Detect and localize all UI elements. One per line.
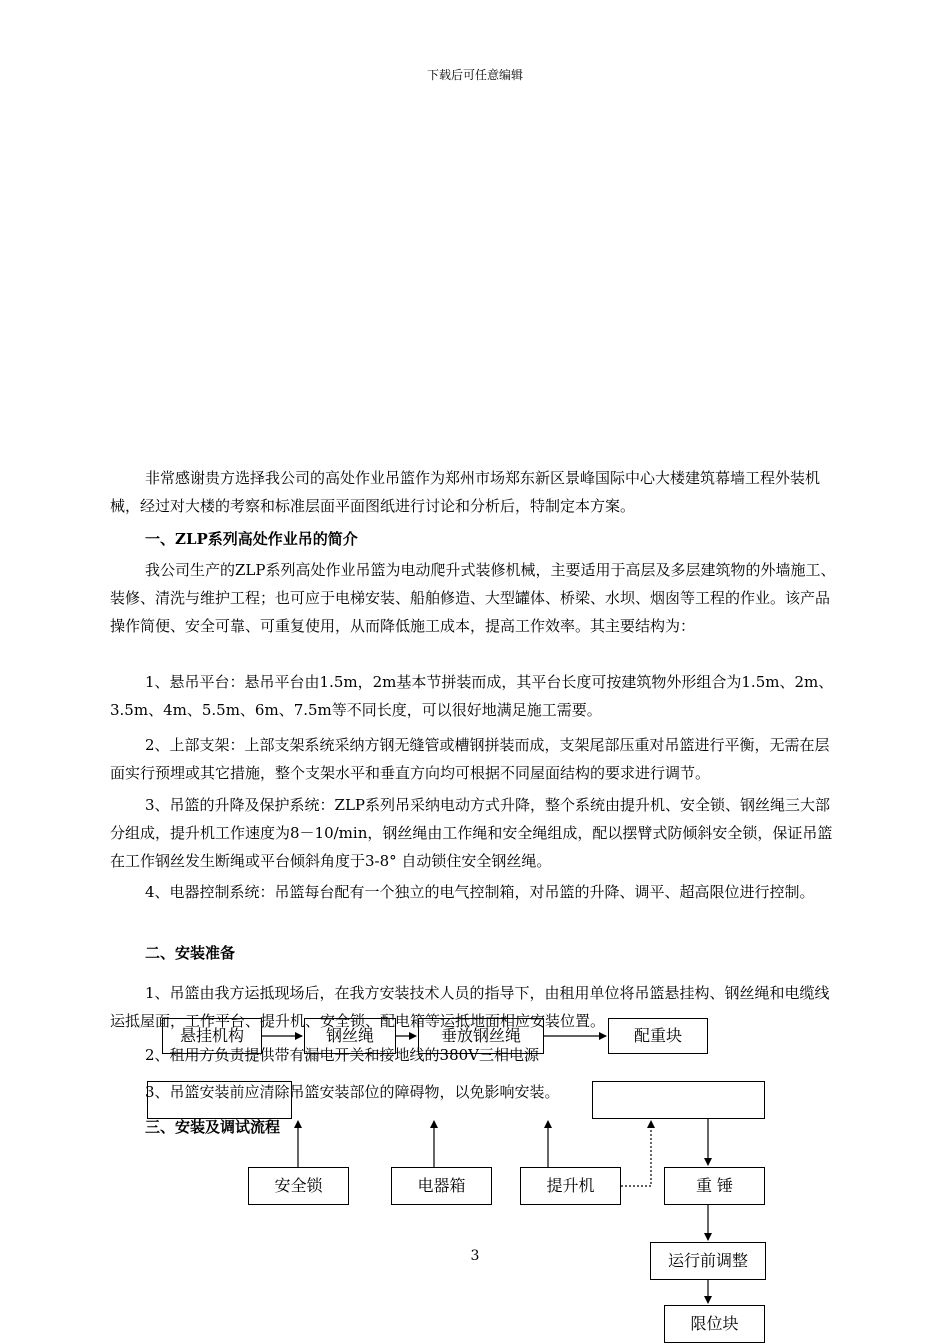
section-1-item-1: 1、悬吊平台：悬吊平台由1.5m，2m基本节拼装而成，其平台长度可按建筑物外形组合为1.5m、2m、3.5m、4m、5.5m、6m、7.5m等不同长度，可以很好地满足施工需要。 bbox=[110, 673, 834, 719]
section-3-heading: 三、安装及调试流程 bbox=[145, 1118, 281, 1136]
page-header: 下载后可任意编辑 bbox=[426, 68, 523, 82]
flow-box-counterweight: 配重块 bbox=[608, 1018, 708, 1054]
flow-box-suspension-mechanism: 悬挂机构 bbox=[162, 1018, 262, 1054]
intro-paragraph: 非常感谢贵方选择我公司的高处作业吊篮作为郑州市场郑东新区景峰国际中心大楼建筑幕墙工程外装机械，经过对大楼的考察和标准层面平面图纸进行讨论和分析后，特制定本方案。 bbox=[110, 469, 821, 515]
flow-box-wire-rope: 钢丝绳 bbox=[304, 1018, 396, 1054]
flow-box-heavy-hammer: 重 锤 bbox=[664, 1167, 765, 1205]
section-1-paragraph: 我公司生产的ZLP系列高处作业吊篮为电动爬升式装修机械，主要适用于高层及多层建筑物的外墙施工、装修、清洗与维护工程；也可应于电梯安装、船舶修造、大型罐体、桥梁、水坝、烟囱等工程的作业。该产品操作简便、安全可靠、可重复使用，从而降低施工成本，提高工作效率。其主要结构为： bbox=[110, 561, 836, 635]
section-1-item-3: 3、吊篮的升降及保护系统：ZLP系列吊采纳电动方式升降，整个系统由提升机、安全锁、钢丝绳三大部分组成，提升机工作速度为8－10/min，钢丝绳由工作绳和安全绳组成，配以摆臂式防倾斜安全锁，保证吊篮在工作钢丝发生断绳或平台倾斜角度于3-8° 自动锁住安全钢丝绳。 bbox=[110, 796, 833, 870]
flow-box-hoist: 提升机 bbox=[520, 1167, 621, 1205]
section-1-item-4: 4、电器控制系统：吊篮每台配有一个独立的电气控制箱，对吊篮的升降、调平、超高限位进行控制。 bbox=[145, 883, 815, 901]
page-number: 3 bbox=[470, 1248, 480, 1264]
section-2-item-3: 3、吊篮安装前应清除吊篮安装部位的障碍物，以免影响安装。 bbox=[145, 1083, 560, 1101]
flow-box-safety-lock: 安全锁 bbox=[248, 1167, 349, 1205]
flow-box-pre-run-adjustment: 运行前调整 bbox=[650, 1242, 766, 1280]
arrow-hoist-to-right-box-dotted bbox=[621, 1121, 651, 1186]
flow-box-lower-wire-rope: 垂放钢丝绳 bbox=[418, 1018, 544, 1054]
section-1-item-2: 2、上部支架：上部支架系统采纳方钢无缝管或槽钢拼装而成，支架尾部压重对吊篮进行平衡，无需在层面实行预埋或其它措施，整个支架水平和垂直方向均可根据不同屋面结构的要求进行调节。 bbox=[110, 736, 830, 782]
section-1-heading: 一、ZLP系列高处作业吊的简介 bbox=[145, 530, 358, 548]
flow-box-limit-block: 限位块 bbox=[664, 1305, 765, 1343]
section-2-heading: 二、安装准备 bbox=[145, 944, 236, 962]
section-2-item-2: 2、租用方负责提供带有漏电开关和接地线的380V三相电源 bbox=[145, 1046, 540, 1064]
flow-box-electrical-box: 电器箱 bbox=[391, 1167, 492, 1205]
section-2-item-1: 1、吊篮由我方运抵现场后，在我方安装技术人员的指导下，由租用单位将吊篮悬挂构、钢丝绳和电缆线运抵屋面，工作平台、提升机、安全锁、配电箱等运抵地面相应安装位置。 bbox=[110, 984, 830, 1030]
